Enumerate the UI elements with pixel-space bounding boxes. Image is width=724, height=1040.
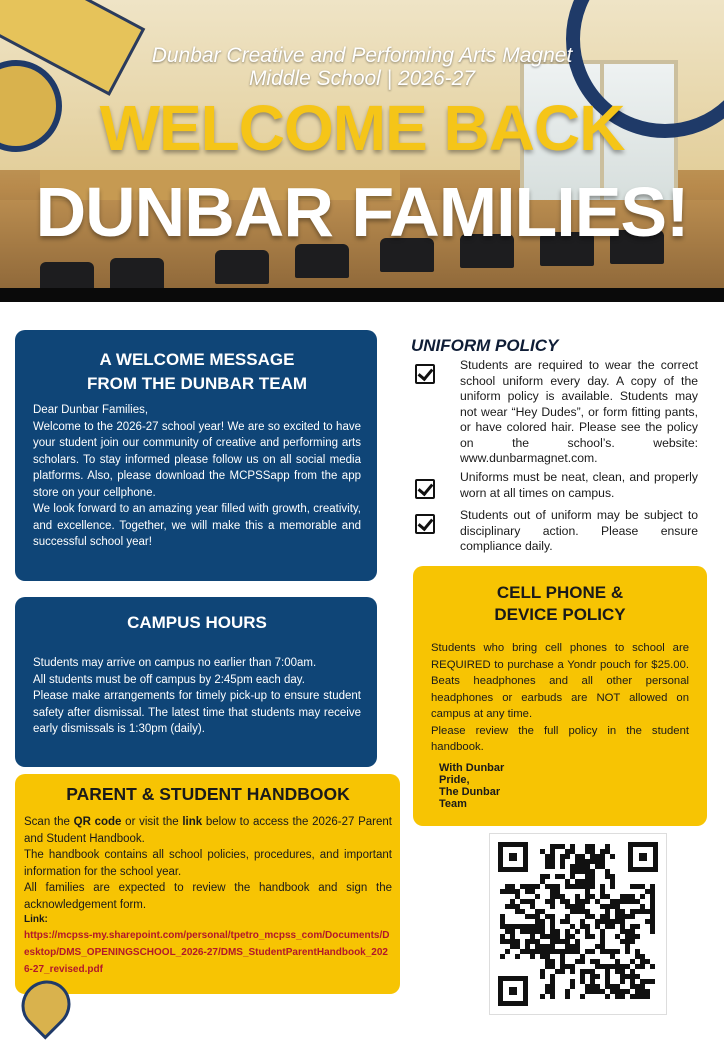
qr-module (640, 894, 645, 899)
qr-module (595, 974, 600, 979)
qr-module (565, 994, 570, 999)
handbook-card (15, 774, 400, 994)
qr-module (550, 864, 555, 869)
qr-module (550, 904, 555, 909)
hero-bottom-bar (0, 288, 724, 302)
welcome-paragraph-1: Welcome to the 2026-27 school year! We are so excited to have your student join our community of creative and performing arts scholars. To stay informed please follow us on all social media platforms. Also, please download the MCPSSapp from the app store on your cellphone. (33, 420, 361, 499)
headline-welcome-back: WELCOME BACK (99, 92, 625, 164)
handbook-paragraph-3: All families are expected to review the handbook and sign the acknowledgement form. (24, 882, 392, 911)
qr-module (530, 954, 535, 959)
checkbox-icon (415, 364, 435, 384)
campus-hours-line-3: Please make arrangements for timely pick-up to ensure student safety after dismissal. The latest time that students may receive early dismissals is 1:30pm (daily). (33, 690, 361, 735)
cell-phone-title-line1: CELL PHONE & (496, 583, 624, 602)
campus-hours-line-1: Students may arrive on campus no earlier than 7:00am. (33, 657, 317, 669)
qr-module (615, 949, 620, 954)
welcome-title-line2: FROM THE DUNBAR TEAM (86, 374, 308, 393)
welcome-paragraph-2: We look forward to an amazing year filled with growth, creativity, and excellence. Together, we will make this a memorable and successful school year! (33, 503, 361, 548)
qr-module (610, 884, 615, 889)
qr-module (590, 884, 595, 889)
headline-dunbar-families: DUNBAR FAMILIES! (35, 173, 689, 251)
qr-module (635, 934, 640, 939)
handbook-title: PARENT & STUDENT HANDBOOK (66, 784, 350, 804)
qr-module (580, 994, 585, 999)
handbook-qr-code-word: QR code (73, 816, 122, 828)
qr-finder-pattern (628, 842, 658, 872)
qr-module (570, 984, 575, 989)
qr-module (635, 924, 640, 929)
qr-module (575, 929, 580, 934)
handbook-link-word: link (182, 816, 203, 828)
qr-module (570, 969, 575, 974)
qr-finder-pattern (498, 976, 528, 1006)
handbook-paragraph-2: The handbook contains all school policies, procedures, and important information for the school year. (24, 849, 392, 878)
school-name-line1: Dunbar Creative and Performing Arts Magnet (151, 44, 573, 67)
qr-module (585, 899, 590, 904)
qr-module (630, 939, 635, 944)
campus-hours-line-2: All students must be off campus by 2:45pm each day. (33, 673, 305, 686)
qr-module (550, 994, 555, 999)
signoff (439, 762, 689, 810)
qr-module (535, 894, 540, 899)
qr-module (560, 969, 565, 974)
qr-module (610, 854, 615, 859)
chair (215, 250, 269, 284)
handbook-intro-text: or visit the (121, 816, 183, 828)
qr-module (620, 979, 625, 984)
qr-module (650, 979, 655, 984)
signoff-line: The Dunbar (439, 785, 501, 798)
qr-module (535, 884, 540, 889)
qr-module (545, 874, 550, 879)
handbook-link-label: Link: (24, 914, 48, 925)
welcome-message-card (15, 330, 377, 581)
qr-module (540, 974, 545, 979)
qr-module (650, 929, 655, 934)
cell-phone-paragraph-1: Students who bring cell phones to school are REQUIRED to purchase a Yondr pouch for $25.00. Beats headphones and all other personal headphones or earbuds are NOT allowed on campus at any time. (431, 642, 689, 720)
hero-banner (0, 0, 724, 302)
qr-module (515, 954, 520, 959)
qr-module (605, 994, 610, 999)
handbook-intro-text: Scan the (24, 816, 74, 828)
signoff-line: Pride, (439, 773, 470, 786)
qr-module (560, 864, 565, 869)
qr-module (540, 994, 545, 999)
welcome-title-line1: A WELCOME MESSAGE (99, 350, 295, 369)
cell-phone-paragraph-2: Please review the full policy in the student handbook. (431, 724, 689, 753)
handbook-intro (24, 814, 392, 847)
uniform-item-2: Uniforms must be neat, clean, and properly worn at all times on campus. (460, 470, 698, 500)
handbook-intro-text: below to access the 2026-27 Parent and Student Handbook. (24, 816, 392, 845)
qr-module (565, 854, 570, 859)
qr-module (630, 914, 635, 919)
checkbox-icon (415, 514, 435, 534)
chair (110, 258, 164, 292)
qr-finder-pattern (498, 842, 528, 872)
qr-module (620, 994, 625, 999)
qr-module (590, 934, 595, 939)
campus-hours-title: CAMPUS HOURS (127, 613, 267, 632)
qr-module (590, 949, 595, 954)
checkbox-icon (415, 479, 435, 499)
qr-module (500, 954, 505, 959)
uniform-item-3: Students out of uniform may be subject to disciplinary action. Please ensure compliance daily. (460, 508, 698, 553)
school-name-line2: Middle School | 2026-27 (248, 67, 476, 90)
qr-module (640, 964, 645, 969)
qr-module (505, 949, 510, 954)
qr-module (650, 964, 655, 969)
handbook-link-url[interactable]: https://mcpss-my.sharepoint.com/personal/tpetro_mcpss_com/Documents/Desktop/DMS_OPENINGSCHOOL_2026-27/DMS_StudentParentHandbook_2026-27_revised.pdf (24, 930, 390, 975)
qr-module (610, 924, 615, 929)
handbook-qr-code[interactable] (489, 833, 667, 1015)
signoff-line: With Dunbar (439, 761, 505, 774)
cell-phone-title-line2: DEVICE POLICY (494, 605, 626, 624)
welcome-greeting: Dear Dunbar Families, (33, 404, 149, 416)
uniform-policy-title: UNIFORM POLICY (411, 336, 559, 355)
qr-module (625, 949, 630, 954)
qr-module (580, 959, 585, 964)
uniform-item-1: Students are required to wear the correct school uniform every day. A copy of the uniform policy is available. Students may not wear “Hey Dudes”, or form fitting pants, or have colored hair. Please see the policy on the school’s. website: www.dunbarmagnet.com. (460, 358, 698, 465)
cell-phone-policy-card (413, 566, 707, 826)
campus-hours-card (15, 597, 377, 767)
qr-module (645, 994, 650, 999)
signoff-line: Team (439, 797, 467, 810)
